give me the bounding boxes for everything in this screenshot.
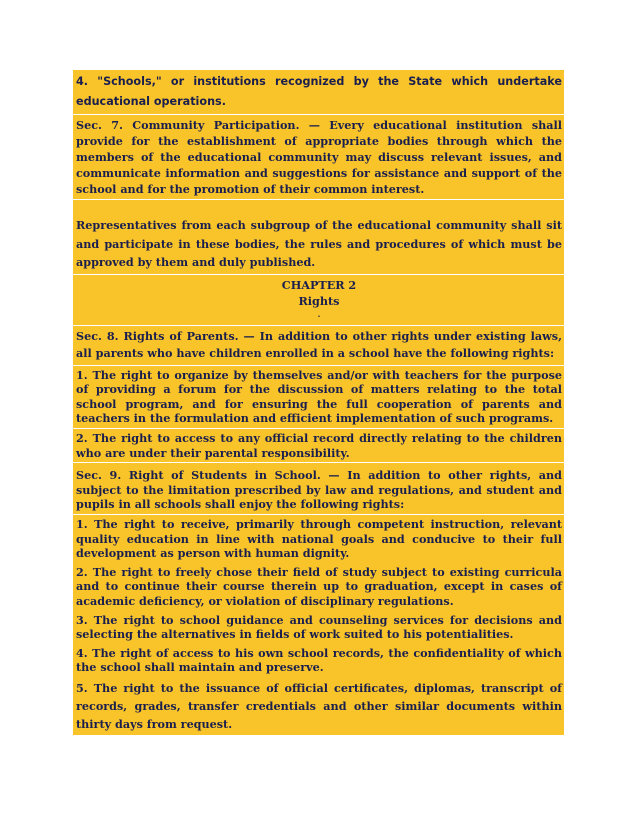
decorative-dot: · — [317, 310, 321, 321]
chapter-heading — [73, 275, 564, 326]
sec7-community-participation-paragraph — [73, 115, 564, 200]
section-spacer — [73, 200, 564, 214]
sec9-rights-of-students-intro: Sec. 9. Right of Students in School. — In addition to other rights, and subject to the limitation prescribed by law and regulations, and student and pupils in all schools shall enjoy the following rights: — [73, 463, 564, 515]
sec9-right-3: 3. The right to school guidance and counseling services for decisions and selecting the alternatives in fields of work suited to his potentialities. — [73, 611, 564, 644]
sec7-representatives-paragraph: Representatives from each subgroup of the educational community shall sit and participate in these bodies, the rules and procedures of which must be approved by them and duly published. — [73, 214, 564, 275]
sec7-paragraph-text: Sec. 7. Community Participation. — Every educational institution shall provide for the establishment of appropriate bodies through which the members of the educational community may discuss relevant issues, and communicate information and suggestions for assistance and support of the school and for the promotion of their common interest. — [76, 118, 562, 196]
sec9-right-4: 4. The right of access to his own school records, the confidentiality of which the school shall maintain and preserve. — [73, 644, 564, 677]
sec8-right-2: 2. The right to access to any official record directly relating to the children who are under their parental responsibility. — [73, 429, 564, 463]
schools-definition-item: 4. "Schools," or institutions recognized by the State which undertake educational operations. — [73, 70, 564, 115]
sec9-right-5: 5. The right to the issuance of official certificates, diplomas, transcript of records, grades, transfer credentials and other similar documents within thirty days from request. — [73, 677, 564, 736]
sec9-right-1: 1. The right to receive, primarily through competent instruction, relevant quality education in line with national goals and conducive to their full development as person with human dignity. — [73, 515, 564, 563]
document-body — [73, 70, 564, 736]
chapter-title: Rights — [298, 294, 340, 309]
chapter-number: CHAPTER 2 — [281, 277, 357, 292]
sec9-right-2: 2. The right to freely chose their field of study subject to existing curricula and to continue their course therein up to graduation, except in cases of academic deficiency, or violation of disciplinary regulations. — [73, 563, 564, 611]
sec8-right-1: 1. The right to organize by themselves and/or with teachers for the purpose of providing a forum for the discussion of matters relating to the total school program, and for ensuring the full cooperation of parents and teachers in the formulation and efficient implementation of such programs. — [73, 366, 564, 429]
sec8-rights-of-parents-intro: Sec. 8. Rights of Parents. — In addition to other rights under existing laws, all parents who have children enrolled in a school have the following rights: — [73, 326, 564, 366]
